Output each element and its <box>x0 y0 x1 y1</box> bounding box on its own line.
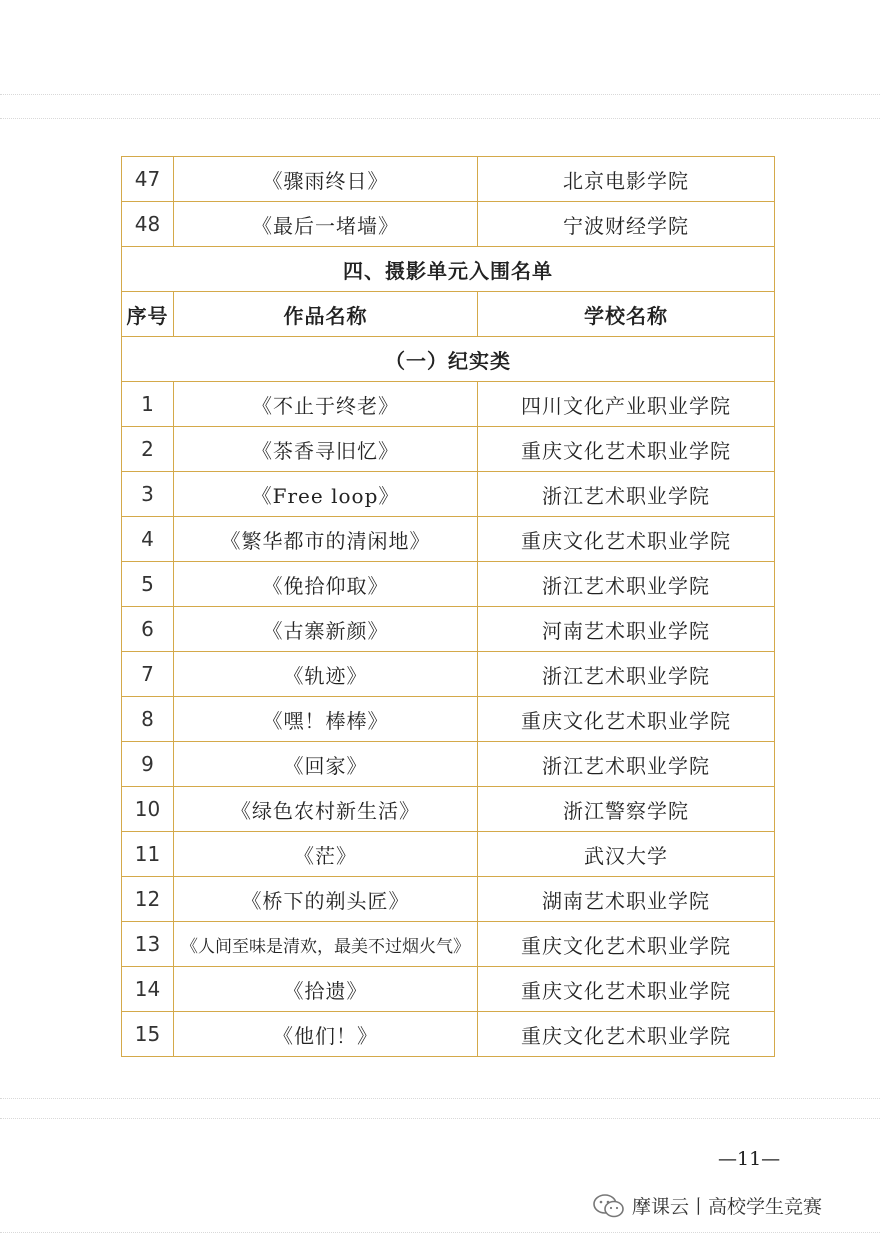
school-name: 北京电影学院 <box>478 157 775 202</box>
divider <box>0 94 880 95</box>
row-number: 12 <box>122 877 174 922</box>
work-title: 《繁华都市的清闲地》 <box>174 517 478 562</box>
row-number: 48 <box>122 202 174 247</box>
school-name: 浙江警察学院 <box>478 787 775 832</box>
table-row <box>122 832 775 877</box>
row-number: 4 <box>122 517 174 562</box>
wechat-icon <box>592 1193 626 1219</box>
table-row <box>122 562 775 607</box>
work-title: 《古寨新颜》 <box>174 607 478 652</box>
row-number: 3 <box>122 472 174 517</box>
row-number: 11 <box>122 832 174 877</box>
school-name: 重庆文化艺术职业学院 <box>478 427 775 472</box>
row-number: 47 <box>122 157 174 202</box>
subsection-heading: （一）纪实类 <box>122 337 775 382</box>
school-name: 重庆文化艺术职业学院 <box>478 922 775 967</box>
table-row <box>122 787 775 832</box>
school-name: 浙江艺术职业学院 <box>478 472 775 517</box>
school-name: 四川文化产业职业学院 <box>478 382 775 427</box>
column-header-school: 学校名称 <box>478 292 775 337</box>
nominee-table <box>121 156 775 1057</box>
table-row <box>122 382 775 427</box>
table-row <box>122 157 775 202</box>
table-row <box>122 202 775 247</box>
row-number: 13 <box>122 922 174 967</box>
work-title: 《骤雨终日》 <box>174 157 478 202</box>
section-heading-row <box>122 247 775 292</box>
work-title: 《茶香寻旧忆》 <box>174 427 478 472</box>
divider <box>0 1098 880 1099</box>
school-name: 湖南艺术职业学院 <box>478 877 775 922</box>
school-name: 重庆文化艺术职业学院 <box>478 967 775 1012</box>
row-number: 1 <box>122 382 174 427</box>
row-number: 8 <box>122 697 174 742</box>
work-title: 《嘿！棒棒》 <box>174 697 478 742</box>
table-row <box>122 877 775 922</box>
table-row <box>122 652 775 697</box>
section-heading: 四、摄影单元入围名单 <box>122 247 775 292</box>
divider <box>0 1118 880 1119</box>
column-header-title: 作品名称 <box>174 292 478 337</box>
page-number: —11— <box>718 1148 781 1170</box>
divider <box>0 1232 880 1233</box>
school-name: 河南艺术职业学院 <box>478 607 775 652</box>
work-title: 《回家》 <box>174 742 478 787</box>
school-name: 重庆文化艺术职业学院 <box>478 1012 775 1057</box>
school-name: 重庆文化艺术职业学院 <box>478 517 775 562</box>
table-row <box>122 1012 775 1057</box>
work-title: 《拾遗》 <box>174 967 478 1012</box>
divider <box>0 118 880 119</box>
table-row <box>122 607 775 652</box>
school-name: 宁波财经学院 <box>478 202 775 247</box>
table-row <box>122 472 775 517</box>
school-name: 武汉大学 <box>478 832 775 877</box>
row-number: 7 <box>122 652 174 697</box>
work-title: 《他们！》 <box>174 1012 478 1057</box>
work-title: 《桥下的剃头匠》 <box>174 877 478 922</box>
row-number: 6 <box>122 607 174 652</box>
row-number: 15 <box>122 1012 174 1057</box>
header-row <box>122 292 775 337</box>
school-name: 浙江艺术职业学院 <box>478 652 775 697</box>
work-title: 《人间至味是清欢，最美不过烟火气》 <box>174 922 478 967</box>
work-title: 《最后一堵墙》 <box>174 202 478 247</box>
work-title: 《轨迹》 <box>174 652 478 697</box>
subsection-row <box>122 337 775 382</box>
table-row <box>122 967 775 1012</box>
work-title: 《俛拾仰取》 <box>174 562 478 607</box>
watermark-text: 摩课云丨高校学生竞赛 <box>632 1196 823 1218</box>
row-number: 5 <box>122 562 174 607</box>
school-name: 浙江艺术职业学院 <box>478 742 775 787</box>
work-title: 《茫》 <box>174 832 478 877</box>
school-name: 重庆文化艺术职业学院 <box>478 697 775 742</box>
work-title: 《不止于终老》 <box>174 382 478 427</box>
table-row <box>122 922 775 967</box>
table-row <box>122 517 775 562</box>
work-title: 《绿色农村新生活》 <box>174 787 478 832</box>
school-name: 浙江艺术职业学院 <box>478 562 775 607</box>
row-number: 2 <box>122 427 174 472</box>
table-row <box>122 427 775 472</box>
column-header-no: 序号 <box>122 292 174 337</box>
work-title: 《Free loop》 <box>174 472 478 517</box>
row-number: 10 <box>122 787 174 832</box>
watermark <box>592 1192 822 1219</box>
table-row <box>122 697 775 742</box>
table-row <box>122 742 775 787</box>
row-number: 9 <box>122 742 174 787</box>
row-number: 14 <box>122 967 174 1012</box>
